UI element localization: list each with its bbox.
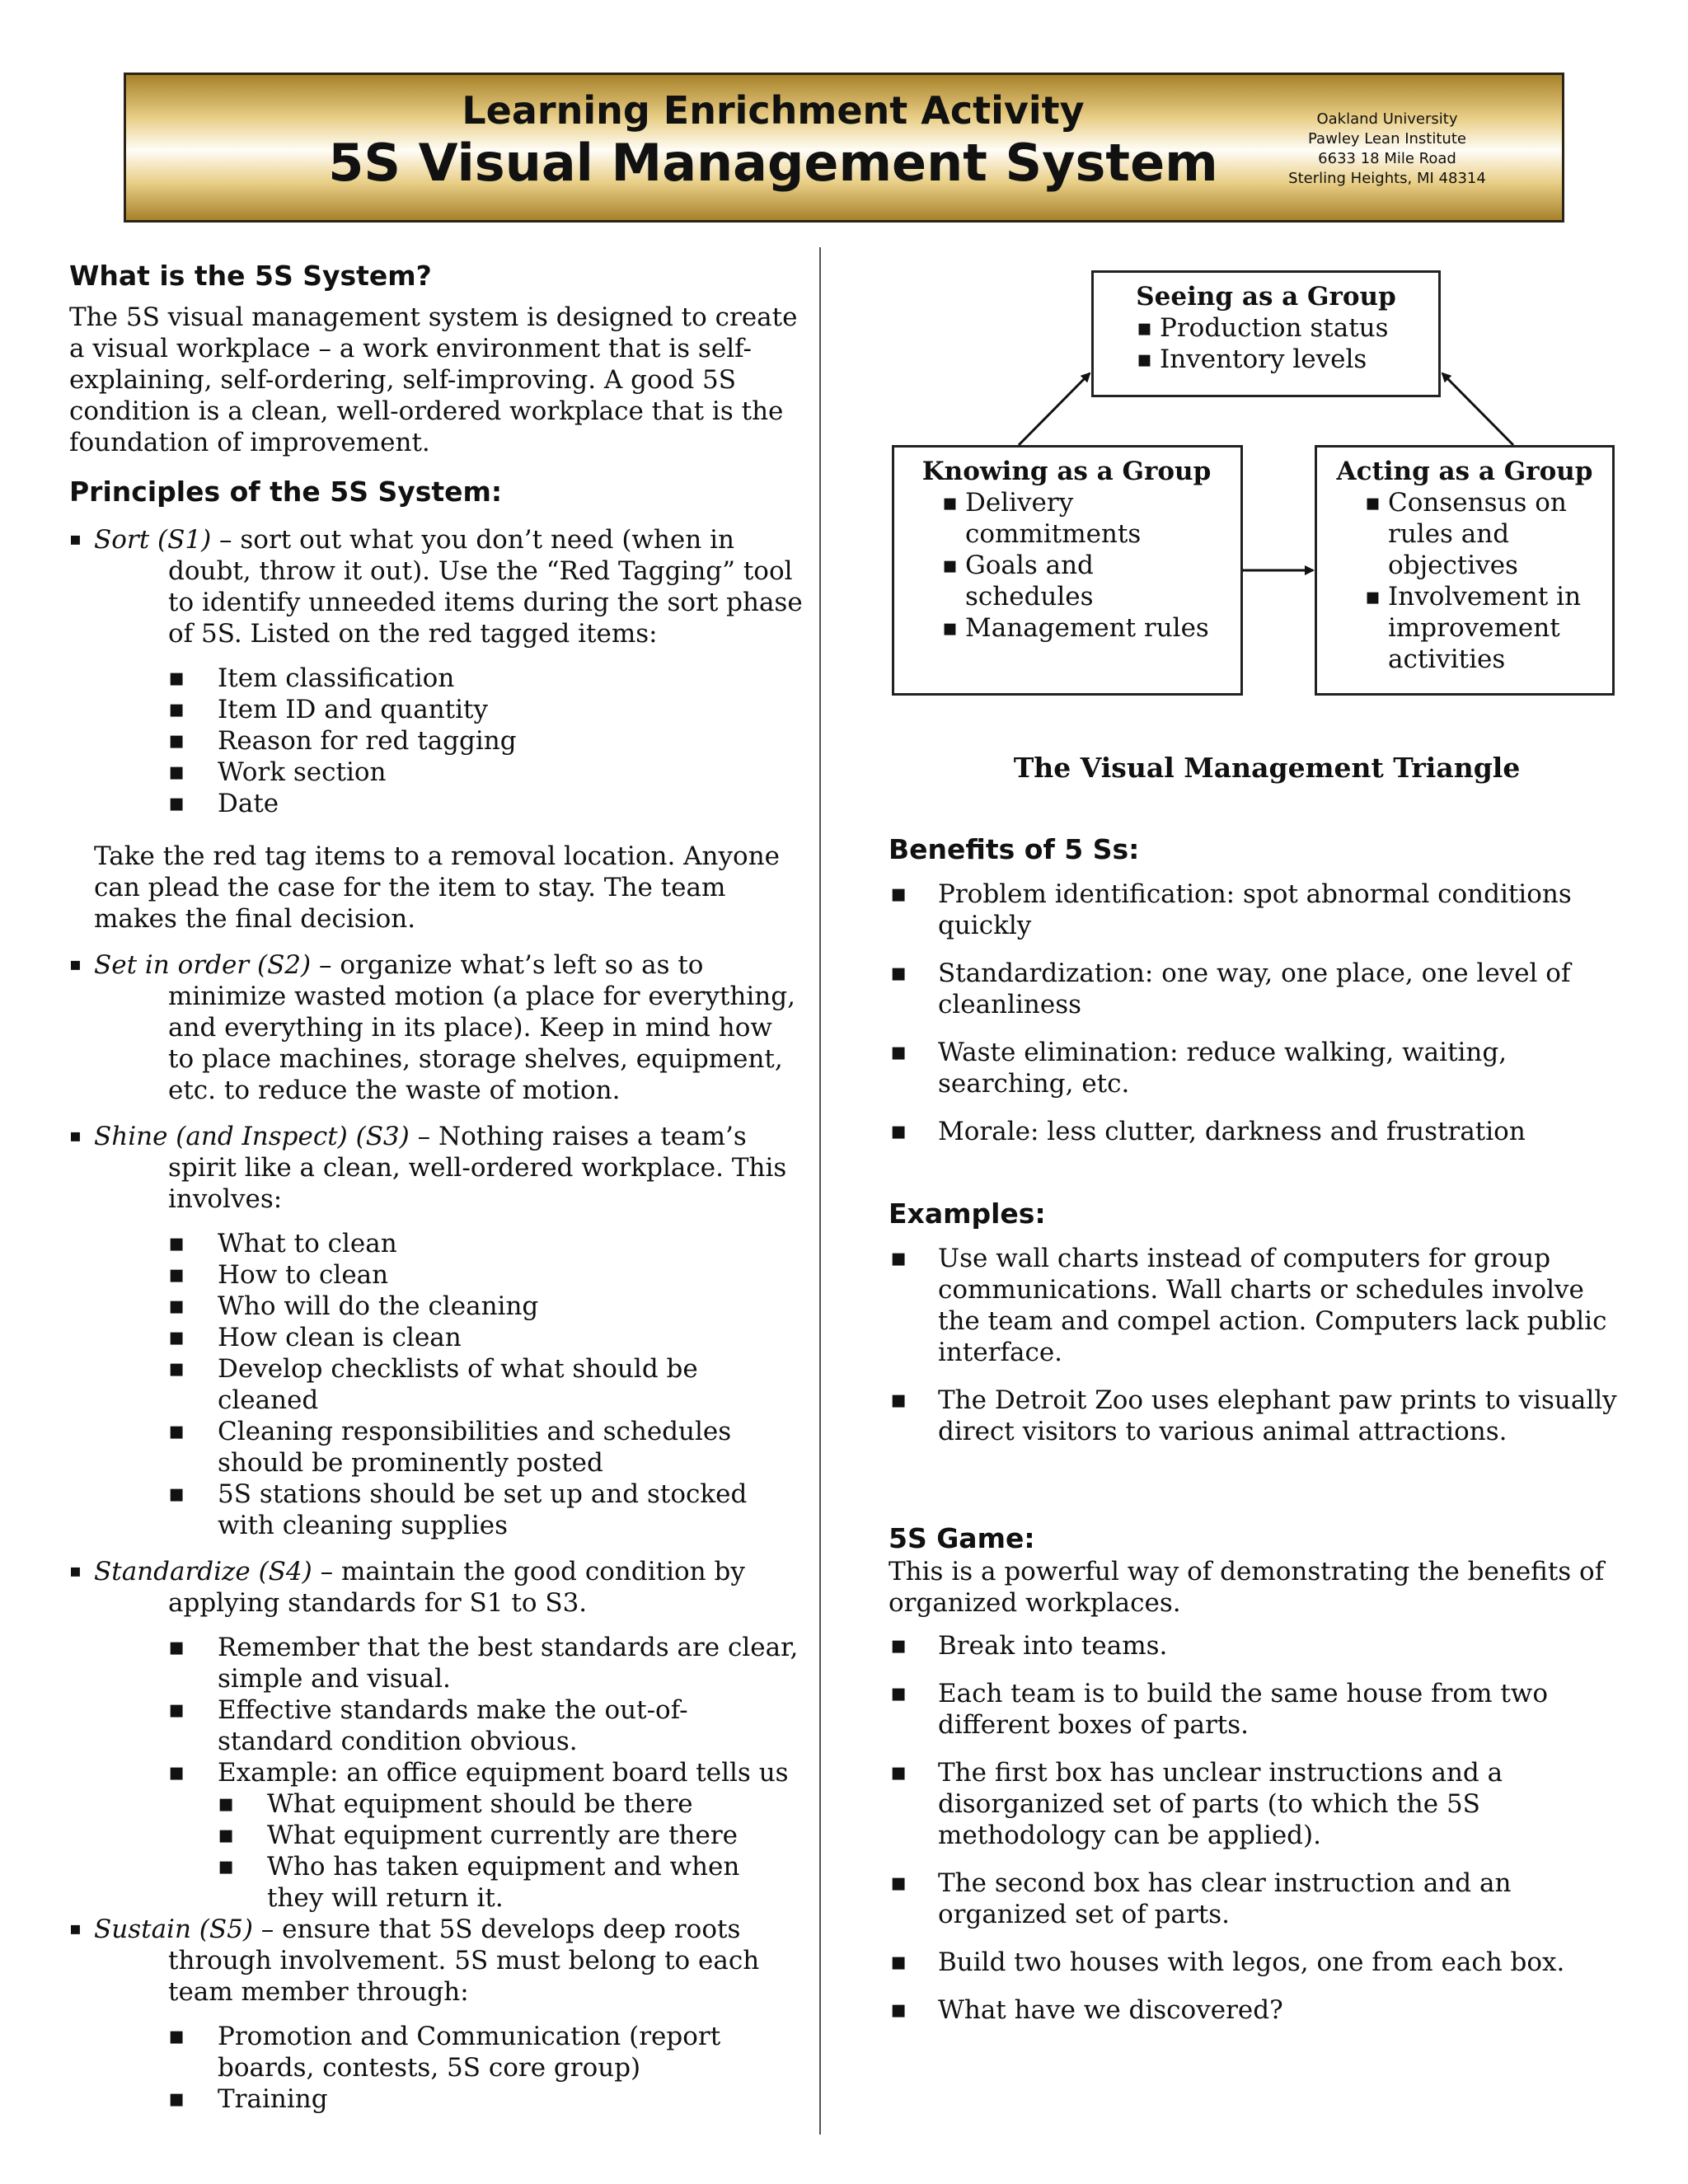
- box-title: Acting as a Group: [1336, 457, 1593, 486]
- game-intro: This is a powerful way of demonstrating the benefits of organized workplaces.: [889, 1557, 1605, 1618]
- list-item: ▪ Who has taken equipment and when they will return it.: [218, 1851, 803, 1914]
- list-item: ▪ Goals and schedules: [940, 550, 1226, 612]
- sort-list: [69, 663, 803, 819]
- list-item: ▪ Promotion and Communication (report boards, contests, 5S core group): [168, 2021, 803, 2083]
- list-item: ▪ The first box has unclear instructions and a disorganized set of parts (to which the 5S methodology can be applied).: [889, 1757, 1630, 1851]
- principle-standardize: [69, 1556, 803, 1914]
- list-item: ▪ What equipment currently are there: [218, 1820, 803, 1851]
- list-item: ▪ The second box has clear instruction and an organized set of parts.: [889, 1868, 1630, 1930]
- address-line: Sterling Heights, MI 48314: [1288, 170, 1486, 187]
- right-column: [889, 832, 1630, 2042]
- what-heading: What is the 5S System?: [69, 260, 432, 292]
- left-column: [69, 259, 803, 2115]
- principle-term: Set in order (S2): [94, 950, 312, 980]
- box-title: Knowing as a Group: [921, 457, 1212, 486]
- principle-term: Standardize (S4): [94, 1557, 312, 1586]
- benefits-list: [889, 879, 1630, 1147]
- principle-sustain: [69, 1914, 803, 2115]
- principle-text: – sort out what you don’t need (when in doubt, throw it out). Use the “Red Tagging” tool to identify unneeded items during the sort phase of 5S. Listed on the red tagged items:: [168, 525, 803, 649]
- bullet-icon: ▪: [69, 954, 82, 975]
- arrow-knowing-to-seeing: [1019, 373, 1090, 445]
- list-item: ▪ How to clean: [168, 1259, 803, 1291]
- knowing-as-group-box: [892, 445, 1243, 696]
- examples-list: [889, 1243, 1630, 1447]
- list-item: ▪ Training: [168, 2083, 803, 2115]
- address-line: Oakland University: [1316, 110, 1458, 128]
- acting-as-group-box: [1315, 445, 1615, 696]
- list-item: ▪ Management rules: [940, 612, 1226, 644]
- institution-address: [1264, 110, 1511, 189]
- list-item: ▪ Production status: [1135, 312, 1422, 344]
- arrow-acting-to-seeing: [1442, 373, 1513, 445]
- bullet-icon: ▪: [69, 1919, 82, 1939]
- principles-heading: Principles of the 5S System:: [69, 476, 503, 508]
- game-list: [889, 1630, 1630, 2026]
- list-item: ▪ Cleaning responsibilities and schedules should be prominently posted: [168, 1416, 803, 1479]
- column-divider: [819, 247, 821, 2135]
- list-item: ▪ Morale: less clutter, darkness and frustration: [889, 1116, 1630, 1147]
- list-item: ▪ Develop checklists of what should be cleaned: [168, 1353, 803, 1416]
- list-item: [168, 1757, 803, 1914]
- list-item: ▪ The Detroit Zoo uses elephant paw prints to visually direct visitors to various animal attractions.: [889, 1385, 1630, 1447]
- list-item: ▪ Standardization: one way, one place, one level of cleanliness: [889, 958, 1630, 1020]
- list-item: ▪ What to clean: [168, 1228, 803, 1259]
- list-item: ▪ Consensus on rules and objectives: [1363, 487, 1599, 581]
- list-item-text: Example: an office equipment board tells us: [218, 1758, 789, 1788]
- address-line: 6633 18 Mile Road: [1318, 150, 1456, 167]
- list-item: ▪ Item classification: [168, 663, 803, 694]
- principle-text: – ensure that 5S develops deep roots through involvement. 5S must belong to each team member through:: [168, 1915, 760, 2007]
- principle-text: – organize what’s left so as to minimize wasted motion (a place for everything, and everything in its place). Keep in mind how to place machines, storage shelves, equipment, etc. to reduce the waste of motion.: [168, 950, 795, 1105]
- bullet-icon: ▪: [69, 1561, 82, 1582]
- list-item: ▪ Waste elimination: reduce walking, waiting, searching, etc.: [889, 1037, 1630, 1099]
- list-item: ▪ Effective standards make the out-of-standard condition obvious.: [168, 1694, 803, 1757]
- list-item: ▪ What have we discovered?: [889, 1994, 1630, 2026]
- equipment-board-list: [218, 1788, 803, 1914]
- list-item: ▪ Involvement in improvement activities: [1363, 581, 1599, 675]
- principle-text: – Nothing raises a team’s spirit like a clean, well-ordered workplace. This involves:: [168, 1122, 787, 1214]
- list-item: ▪ Item ID and quantity: [168, 694, 803, 725]
- sustain-list: [69, 2021, 803, 2115]
- list-item: ▪ Use wall charts instead of computers for group communications. Wall charts or schedules involve the team and compel action. Computers lack public interface.: [889, 1243, 1630, 1368]
- list-item: ▪ Date: [168, 788, 803, 819]
- list-item: ▪ Problem identification: spot abnormal conditions quickly: [889, 879, 1630, 941]
- sort-note: Take the red tag items to a removal location. Anyone can plead the case for the item to stay. The team makes the final decision.: [94, 841, 781, 934]
- seeing-as-group-box: [1091, 270, 1441, 397]
- list-item: ▪ What equipment should be there: [218, 1788, 803, 1820]
- game-heading: 5S Game:: [889, 1522, 1035, 1554]
- list-item: ▪ Inventory levels: [1135, 344, 1422, 375]
- list-item: ▪ Break into teams.: [889, 1630, 1630, 1661]
- principle-term: Sort (S1): [94, 525, 212, 555]
- principle-set-in-order: [69, 949, 803, 1106]
- box-title: Seeing as a Group: [1136, 282, 1396, 312]
- benefits-heading: Benefits of 5 Ss:: [889, 833, 1140, 865]
- list-item: ▪ Each team is to build the same house from two different boxes of parts.: [889, 1678, 1630, 1741]
- page-title: 5S Visual Management System: [328, 133, 1218, 193]
- banner-subtitle: Learning Enrichment Activity: [462, 88, 1085, 133]
- principle-shine: [69, 1121, 803, 1541]
- principle-term: Sustain (S5): [94, 1915, 253, 1944]
- list-item: ▪ Delivery commitments: [940, 487, 1226, 550]
- principle-term: Shine (and Inspect) (S3): [94, 1122, 410, 1151]
- standardize-list: [69, 1632, 803, 1914]
- list-item: ▪ 5S stations should be set up and stocked with cleaning supplies: [168, 1479, 803, 1541]
- examples-heading: Examples:: [889, 1197, 1046, 1230]
- what-body: The 5S visual management system is designed to create a visual workplace – a work environment that is self-explaining, self-ordering, self-improving. A good 5S condition is a clean, well-ordered workplace that is the foundation of improvement.: [69, 302, 798, 457]
- header-banner: [124, 73, 1564, 223]
- principle-text: – maintain the good condition by applying standards for S1 to S3.: [168, 1557, 745, 1618]
- list-item: ▪ Remember that the best standards are clear, simple and visual.: [168, 1632, 803, 1694]
- address-line: Pawley Lean Institute: [1308, 130, 1466, 148]
- list-item: ▪ Who will do the cleaning: [168, 1291, 803, 1322]
- triangle-caption: The Visual Management Triangle: [1013, 752, 1521, 784]
- list-item: ▪ How clean is clean: [168, 1322, 803, 1353]
- list-item: ▪ Reason for red tagging: [168, 725, 803, 757]
- list-item: ▪ Build two houses with legos, one from each box.: [889, 1947, 1630, 1978]
- list-item: ▪ Work section: [168, 757, 803, 788]
- principle-sort: [69, 524, 803, 935]
- bullet-icon: ▪: [69, 529, 82, 550]
- bullet-icon: ▪: [69, 1126, 82, 1146]
- shine-list: [69, 1228, 803, 1541]
